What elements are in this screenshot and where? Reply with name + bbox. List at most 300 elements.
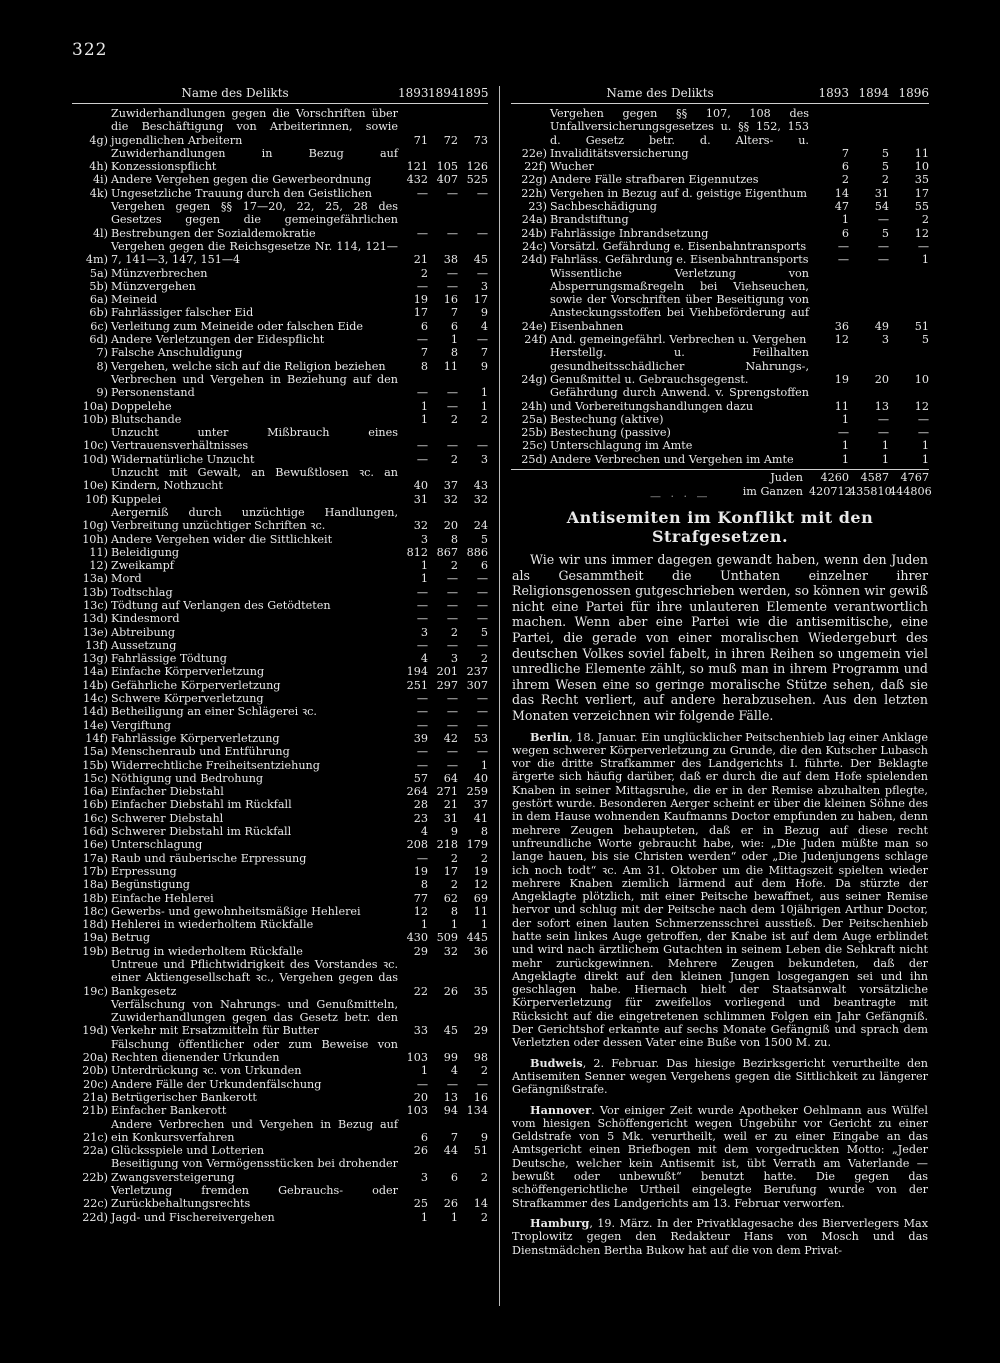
table-row	[72, 267, 488, 280]
row-offense-name: Verleitung zum Meineide oder falschen Eide	[111, 319, 364, 333]
row-count: 4	[480, 319, 488, 333]
row-count: —	[476, 705, 488, 719]
row-count: 1	[841, 452, 849, 466]
row-count: —	[446, 598, 458, 612]
column-header-year: 1895	[458, 86, 489, 100]
table-row	[72, 865, 488, 878]
row-code: 10e)	[82, 479, 108, 493]
row-count: 44	[443, 1144, 458, 1158]
row-code: 15b)	[82, 758, 108, 772]
report-place: Hannover	[530, 1102, 592, 1117]
row-offense-name: Schwerer Diebstahl	[111, 811, 224, 825]
row-code: 15c)	[83, 771, 108, 785]
table-row	[511, 439, 929, 452]
row-count: —	[416, 612, 428, 626]
row-offense-name: Betrug	[111, 931, 151, 945]
row-count: 40	[413, 479, 428, 493]
row-count: 39	[413, 731, 428, 745]
row-count: —	[416, 598, 428, 612]
row-code: 19c)	[83, 984, 108, 998]
table-row	[72, 905, 488, 918]
row-count: —	[446, 585, 458, 599]
row-offense-name: Einfache Hehlerei	[111, 891, 214, 905]
row-code: 9)	[96, 386, 108, 400]
row-code: 24b)	[521, 226, 547, 240]
row-count: 5	[480, 625, 488, 639]
news-report	[512, 1057, 928, 1097]
row-code: 24f)	[524, 333, 547, 347]
row-count: 7	[480, 346, 488, 360]
row-count: 11	[473, 904, 488, 918]
row-count: —	[446, 386, 458, 400]
section-separator: — · · —	[650, 490, 711, 503]
row-code: 4i)	[92, 173, 108, 187]
row-count: 134	[466, 1104, 488, 1118]
row-count: 45	[443, 1024, 458, 1038]
row-count: —	[877, 412, 889, 426]
row-offense-name: Andere Vergehen gegen die Gewerbeordnung	[111, 173, 372, 187]
table-row	[72, 1184, 488, 1211]
table-row	[72, 1211, 488, 1224]
table-row	[511, 213, 929, 226]
row-code: 24g)	[521, 372, 547, 386]
row-count: 1	[921, 452, 929, 466]
row-code: 13d)	[82, 612, 108, 626]
row-offense-name: Betrug in wiederholtem Rückfalle	[111, 944, 303, 958]
row-count: 17	[914, 186, 929, 200]
row-count: 5	[480, 532, 488, 546]
table-row	[72, 400, 488, 413]
row-offense-name: Fahrlässige Tödtung	[111, 652, 227, 666]
row-count: —	[446, 266, 458, 280]
row-count: 6	[841, 160, 849, 174]
row-count: 3	[480, 452, 488, 466]
row-offense-name: Andere Verbrechen und Vergehen im Amte	[550, 452, 794, 466]
row-count: —	[416, 705, 428, 719]
row-code: 24a)	[521, 213, 547, 227]
row-code: 14f)	[85, 731, 108, 745]
row-count: 1	[841, 213, 849, 227]
row-count: 47	[834, 200, 849, 214]
table-row	[511, 386, 929, 413]
column-header-name: Name des Delikts	[606, 86, 714, 100]
row-count: —	[416, 585, 428, 599]
row-count: 98	[473, 1051, 488, 1065]
row-offense-name: Vergehen, welche sich auf die Religion beziehen	[111, 359, 386, 373]
row-count: 1	[420, 1210, 428, 1224]
row-count: 2	[841, 173, 849, 187]
row-code: 22h)	[521, 186, 547, 200]
row-offense-name: Vergiftung	[111, 718, 171, 732]
row-offense-name: Vergehen gegen §§ 107, 108 des Unfallversicherungsgesetzes u. §§ 152, 153 d. Gesetz betr. d. Alters- u. Invaliditätsversicherung	[550, 107, 809, 160]
table-row	[511, 333, 929, 346]
row-count: 23	[413, 811, 428, 825]
news-report	[512, 1217, 928, 1257]
row-count: 73	[473, 133, 488, 147]
row-count: 9	[480, 359, 488, 373]
row-count: 37	[473, 798, 488, 812]
row-count: —	[837, 253, 849, 267]
row-count: 57	[413, 771, 428, 785]
row-count: 307	[466, 678, 488, 692]
table-row	[72, 1144, 488, 1157]
table-row	[72, 493, 488, 506]
row-offense-name: Schwere Körperverletzung	[111, 692, 264, 706]
row-count: 4	[420, 652, 428, 666]
row-code: 16c)	[83, 811, 108, 825]
row-count: 55	[914, 200, 929, 214]
row-count: —	[446, 186, 458, 200]
row-code: 6a)	[89, 293, 108, 307]
table-row	[72, 373, 488, 400]
row-count: 64	[443, 771, 458, 785]
row-count: 2	[450, 625, 458, 639]
row-count: 8	[450, 904, 458, 918]
totals-label: Juden	[770, 471, 803, 485]
table-row	[72, 639, 488, 652]
row-count: 201	[436, 665, 458, 679]
row-offense-name: Andere Verbrechen und Vergehen in Bezug auf ein Konkursverfahren	[111, 1117, 398, 1144]
row-offense-name: Betrügerischer Bankerott	[111, 1090, 257, 1104]
column-divider	[499, 86, 500, 1306]
table-row	[72, 958, 488, 998]
row-offense-name: Münzverbrechen	[111, 266, 208, 280]
row-count: —	[476, 598, 488, 612]
row-count: —	[476, 186, 488, 200]
column-header-year: 1893	[818, 86, 849, 100]
row-offense-name: Kindesmord	[111, 612, 180, 626]
row-count: —	[416, 758, 428, 772]
row-count: 94	[443, 1104, 458, 1118]
table-row	[72, 798, 488, 811]
row-count: —	[476, 692, 488, 706]
row-count: 35	[473, 984, 488, 998]
row-code: 10f)	[85, 492, 108, 506]
row-offense-name: Erpressung	[111, 864, 177, 878]
row-offense-name: Andere Fälle der Urkundenfälschung	[111, 1077, 322, 1091]
row-count: 13	[443, 1090, 458, 1104]
news-report	[512, 731, 928, 1050]
row-code: 15a)	[82, 745, 108, 759]
row-code: 22d)	[82, 1210, 108, 1224]
table-row	[72, 825, 488, 838]
row-code: 16b)	[82, 798, 108, 812]
row-count: 7	[450, 306, 458, 320]
row-count: 3	[420, 532, 428, 546]
totals-row-all	[511, 485, 932, 499]
row-count: 1	[480, 386, 488, 400]
row-count: 12	[834, 333, 849, 347]
row-offense-name: Ungesetzliche Trauung durch den Geistlichen	[111, 186, 372, 200]
row-offense-name: Vergehen in Bezug auf d. geistige Eigenthum	[550, 186, 807, 200]
row-count: 297	[436, 678, 458, 692]
row-count: 26	[413, 1144, 428, 1158]
table-row	[511, 173, 929, 186]
table-row	[511, 253, 929, 266]
row-count: 2	[480, 851, 488, 865]
table-row	[72, 1078, 488, 1091]
row-count: 12	[413, 904, 428, 918]
row-count: 103	[406, 1051, 428, 1065]
row-count: 11	[834, 399, 849, 413]
row-offense-name: Brandstiftung	[550, 213, 629, 227]
row-code: 13a)	[82, 572, 108, 586]
row-offense-name: Schwerer Diebstahl im Rückfall	[111, 825, 292, 839]
row-count: —	[416, 1077, 428, 1091]
row-count: 2	[450, 412, 458, 426]
row-count: —	[476, 439, 488, 453]
row-code: 14b)	[82, 678, 108, 692]
report-text: , 18. Januar. Ein unglücklicher Peitschenhieb lag einer Anklage wegen schwerer Körperverletzung zu Grunde, die den Kutscher Lubasch vor die dritte Strafkammer des Landgerichts I. führte. Der Beklagte ärgerte sich häufig darüber, daß er durch die auf dem Hofe spielenden Knaben in seiner Mittagsruhe, die er in der Remise abzuhalten pflegte, gestört wurde. Besonderen Aerger scheint er über die kleinen Söhne des in dem Hause wohnenden Kaufmanns Doctor empfunden zu haben, denn mehrere Zeugen behaupteten, daß er in Bezug auf diese recht unfreundliche Worte gebraucht habe, wie: „Die Juden müßte man so lange hauen, bis sie Christen werden“ oder „Die Judenjungens schlage ich noch todt“ ꝛc. Am 31. Oktober um die Mittagszeit spielten wieder mehrere Knaben ziemlich lärmend auf dem Hofe. Da stürzte der Angeklagte plötzlich, mit einer Peitsche bewaffnet, aus seiner Remise hervor und schlug mit der Peitsche nach dem 10jährigen Arthur Doctor, der sofort einen lauten Schmerzensschrei ausstieß. Der Peitschenhieb hatte sein linkes Auge getroffen, der Knabe ist auf dem Auge erblindet und wird nach ärztlichem Gutachten in seinem Leben die Sehkraft nicht mehr zurückgewinnen. Mehrere Zeugen bekundeten, daß der Angeklagte direkt auf den kleinen Jungen losgegangen sei und ihn geschlagen habe. Hiernach hielt der Staatsanwalt vorsätzliche Körperverletzung für zweifellos vorliegend und beantragte mit Rücksicht auf die eingetretenen schlimmen Folgen ein Jahr Gefängniß. Der Gerichtshof erkannte auf sechs Monate Gefängniß und sprach dem Verletzten oder dessen Vater eine Buße von 1500 M. zu.	[512, 730, 928, 1050]
row-count: 32	[443, 492, 458, 506]
row-count: 20	[443, 519, 458, 533]
row-code: 13c)	[83, 598, 108, 612]
table-row	[72, 280, 488, 293]
row-code: 22b)	[82, 1170, 108, 1184]
row-count: 31	[443, 811, 458, 825]
totals-value: 4260	[820, 471, 849, 485]
row-code: 20a)	[82, 1051, 108, 1065]
row-count: 1	[921, 439, 929, 453]
row-count: 2	[480, 412, 488, 426]
column-header-year: 1894	[428, 86, 459, 100]
row-count: 126	[466, 160, 488, 174]
row-count: —	[837, 426, 849, 440]
row-offense-name: Untreue und Pflichtwidrigkeit des Vorstandes ꝛc. einer Aktiengesellschaft ꝛc., Vergehen gegen das Bankgesetz	[111, 958, 398, 998]
row-offense-name: Wucher	[550, 160, 594, 174]
row-count: —	[416, 226, 428, 240]
row-count: 867	[436, 545, 458, 559]
row-count: 36	[473, 944, 488, 958]
row-code: 17b)	[82, 864, 108, 878]
row-code: 7)	[96, 346, 108, 360]
row-count: —	[476, 572, 488, 586]
row-code: 24h)	[521, 399, 547, 413]
row-count: —	[416, 333, 428, 347]
row-count: 21	[413, 253, 428, 267]
table-row	[72, 506, 488, 533]
row-offense-name: Blutschande	[111, 412, 182, 426]
row-count: 49	[874, 319, 889, 333]
row-count: 19	[834, 372, 849, 386]
row-count: 1	[881, 452, 889, 466]
row-offense-name: Doppelehe	[111, 399, 172, 413]
table-row	[72, 665, 488, 678]
row-code: 13b)	[82, 585, 108, 599]
row-code: 25b)	[521, 426, 547, 440]
table-row	[511, 160, 929, 173]
row-code: 10a)	[82, 399, 108, 413]
row-count: 3	[480, 279, 488, 293]
article-reports	[512, 731, 928, 1257]
table-row	[511, 240, 929, 253]
row-count: 1	[480, 918, 488, 932]
totals-value: 4587	[860, 471, 889, 485]
row-count: 5	[881, 226, 889, 240]
table-row	[72, 931, 488, 944]
row-offense-name: Unterdrückung ꝛc. von Urkunden	[111, 1064, 302, 1078]
row-count: 105	[436, 160, 458, 174]
row-offense-name: Verbrechen und Vergehen in Beziehung auf den Personenstand	[111, 372, 398, 400]
row-count: —	[476, 585, 488, 599]
table-row	[72, 1064, 488, 1077]
row-count: 20	[413, 1090, 428, 1104]
row-count: 1	[841, 439, 849, 453]
row-count: 2	[480, 1210, 488, 1224]
row-count: 36	[834, 319, 849, 333]
row-count: 1	[420, 559, 428, 573]
row-count: —	[416, 718, 428, 732]
report-place: Budweis	[530, 1055, 583, 1070]
row-count: —	[446, 692, 458, 706]
table-row	[72, 572, 488, 585]
row-count: —	[446, 718, 458, 732]
row-count: 29	[473, 1024, 488, 1038]
table-row	[72, 306, 488, 319]
row-offense-name: And. gemeingefährl. Verbrechen u. Vergehen	[550, 333, 807, 347]
row-code: 6d)	[89, 333, 108, 347]
row-count: 208	[406, 838, 428, 852]
row-count: —	[476, 745, 488, 759]
table-row	[72, 918, 488, 931]
table-row	[72, 998, 488, 1038]
row-count: 6	[420, 1130, 428, 1144]
table-row	[72, 187, 488, 200]
row-count: 40	[473, 771, 488, 785]
row-offense-name: Bestechung (aktive)	[550, 412, 664, 426]
row-count: 1	[420, 1064, 428, 1078]
row-count: 6	[841, 226, 849, 240]
table-row	[511, 453, 929, 466]
row-code: 16a)	[82, 785, 108, 799]
report-place: Hamburg	[530, 1215, 590, 1230]
table-row	[72, 878, 488, 891]
row-count: 77	[413, 891, 428, 905]
row-count: —	[446, 572, 458, 586]
table-row	[72, 240, 488, 267]
row-code: 10g)	[82, 519, 108, 533]
row-count: 2	[450, 452, 458, 466]
report-text: . Vor einiger Zeit wurde Apotheker Oehlmann aus Wülfel vom hiesigen Schöffengericht wegen Ungebühr vor Gericht zu einer Geldstrafe von 5 Mk. verurtheilt, weil er zu einer Eingabe an das Amtsgericht einen Briefbogen mit dem vorgedruckten Motto: „Jeder Deutsche, welcher kein Antisemit ist, übt Verrath am Vaterlande — bewußt oder unbewußt“ benutzt hatte. Die gegen das schöffengerichtliche Urtheil eingelegte Berufung wurde von der Strafkammer des Landgerichts am 13. Februar verworfen.	[512, 1103, 928, 1210]
table-row	[72, 586, 488, 599]
row-code: 25d)	[521, 452, 547, 466]
row-count: 26	[443, 984, 458, 998]
row-offense-name: Fahrlässiger falscher Eid	[111, 306, 254, 320]
row-code: 13e)	[82, 625, 108, 639]
row-count: 7	[841, 146, 849, 160]
table-row	[72, 147, 488, 174]
row-code: 4k)	[89, 186, 108, 200]
table-row	[72, 852, 488, 865]
row-count: 51	[473, 1144, 488, 1158]
row-count: 10	[914, 160, 929, 174]
table-header	[72, 86, 488, 104]
row-code: 21a)	[82, 1090, 108, 1104]
table-row	[72, 705, 488, 718]
row-count: 16	[443, 293, 458, 307]
row-count: 2	[921, 213, 929, 227]
row-offense-name: Aergerniß durch unzüchtige Handlungen, Verbreitung unzüchtiger Schriften ꝛc.	[111, 505, 398, 533]
row-count: 17	[413, 306, 428, 320]
column-header-year: 1896	[898, 86, 929, 100]
row-count: —	[446, 226, 458, 240]
row-code: 18c)	[83, 904, 108, 918]
row-count: —	[446, 745, 458, 759]
table-row	[72, 533, 488, 546]
row-offense-name: Abtreibung	[111, 625, 176, 639]
table-row	[511, 346, 929, 386]
row-code: 10b)	[82, 412, 108, 426]
row-count: —	[476, 718, 488, 732]
row-code: 22e)	[521, 146, 547, 160]
row-offense-name: Zuwiderhandlungen in Bezug auf Konzessionspflicht	[111, 146, 398, 174]
article	[512, 508, 928, 1257]
table-row	[511, 413, 929, 426]
row-offense-name: Gefährliche Körperverletzung	[111, 678, 281, 692]
table-row	[511, 107, 929, 160]
row-count: —	[416, 386, 428, 400]
row-count: 194	[406, 665, 428, 679]
row-count: 12	[914, 226, 929, 240]
row-offense-name: Widernatürliche Unzucht	[111, 452, 255, 466]
row-offense-name: Einfache Körperverletzung	[111, 665, 265, 679]
table-row	[72, 1104, 488, 1117]
row-count: 430	[406, 931, 428, 945]
news-report	[512, 1104, 928, 1210]
row-offense-name: Münzvergehen	[111, 279, 196, 293]
table-row	[72, 200, 488, 240]
row-code: 10d)	[82, 452, 108, 466]
row-code: 4g)	[89, 133, 108, 147]
row-count: 54	[874, 200, 889, 214]
row-count: 17	[473, 293, 488, 307]
row-count: 7	[420, 346, 428, 360]
table-row	[72, 612, 488, 625]
row-count: 62	[443, 891, 458, 905]
table-row	[72, 360, 488, 373]
row-code: 25a)	[521, 412, 547, 426]
row-code: 20b)	[82, 1064, 108, 1078]
row-offense-name: Unzucht mit Gewalt, an Bewußtlosen ꝛc. an Kindern, Nothzucht	[111, 466, 398, 493]
row-count: 1	[450, 1210, 458, 1224]
row-code: 24d)	[521, 253, 547, 267]
row-count: 2	[420, 266, 428, 280]
row-count: 8	[420, 878, 428, 892]
table-row	[511, 267, 929, 333]
row-count: 24	[473, 519, 488, 533]
row-count: —	[476, 333, 488, 347]
row-code: 18a)	[82, 878, 108, 892]
row-count: —	[446, 758, 458, 772]
row-count: 32	[413, 519, 428, 533]
table-row	[72, 772, 488, 785]
row-count: 3	[450, 652, 458, 666]
row-count: 42	[443, 731, 458, 745]
row-count: 432	[406, 173, 428, 187]
row-count: 1	[420, 918, 428, 932]
row-count: 32	[473, 492, 488, 506]
article-intro: Wie wir uns immer dagegen gewandt haben, wenn den Juden als Gesammtheit die Unthaten einzelner ihrer Religionsgenossen gutgeschrieben werden, so können wir gewiß nicht eine Partei für ihre unlauteren Elemente verantwortlich machen. Wenn aber eine Partei wie die antisemitische, eine Partei, die gerade von einer moralischen Wiedergeburt des deutschen Volkes soviel fabelt, in ihren Reihen so ungemein viel unredliche Elemente zählt, so muß man in ihrem Programm und ihrem Wesen eine so geringe moralische Stütze sehen, daß sie das Recht verliert, auf andere herabzusehen. Aus den letzten Monaten verzeichnen wir folgende Fälle.	[512, 552, 928, 723]
row-count: 11	[443, 359, 458, 373]
row-count: 28	[413, 798, 428, 812]
row-count: 509	[436, 931, 458, 945]
row-count: —	[446, 279, 458, 293]
row-count: —	[476, 1077, 488, 1091]
row-count: —	[446, 1077, 458, 1091]
row-count: 25	[413, 1197, 428, 1211]
table-row	[72, 346, 488, 359]
row-count: 2	[480, 1064, 488, 1078]
